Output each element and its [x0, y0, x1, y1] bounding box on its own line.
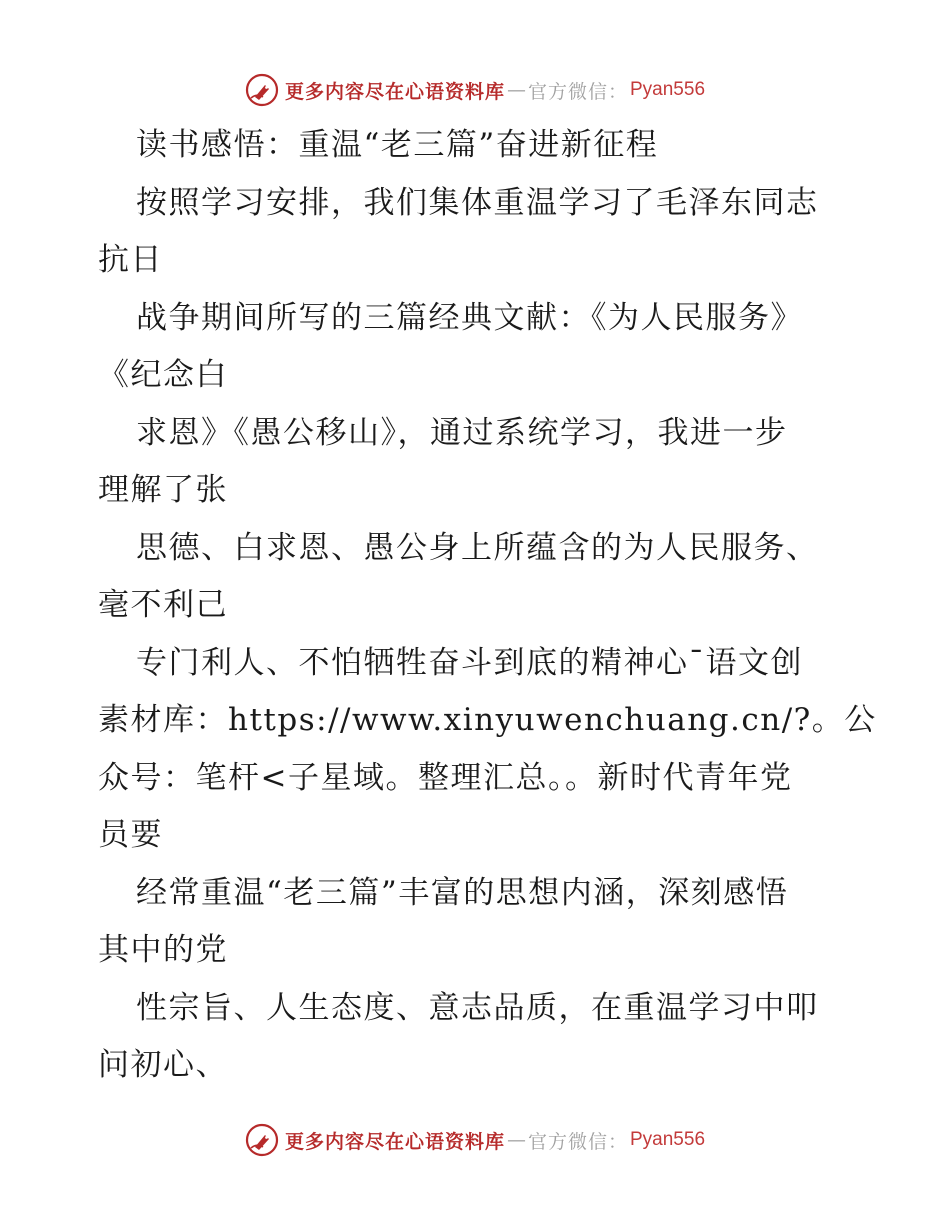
pen-nib-logo-icon	[245, 73, 279, 107]
header-wechat-id: Pyan556	[630, 79, 706, 100]
footer-wechat-label: 官方微信：	[527, 1130, 628, 1153]
paragraph-line: 理解了张	[98, 472, 228, 508]
paragraph-line: 专门利人、不怕牺牲奋斗到底的精神心¯语文创	[136, 644, 803, 681]
header-watermark-banner	[0, 70, 950, 110]
paragraph-line: 求恩》《愚公移山》，通过系统学习，我进一步	[136, 414, 788, 451]
footer-brand-text: 更多内容尽在心语资料库	[284, 1130, 505, 1153]
paragraph-line-url: 素材库：https://www.xinyuwenchuang.cn/?。公	[98, 702, 877, 738]
paragraph-line: 战争期间所写的三篇经典文献：《为人民服务》	[136, 299, 803, 336]
header-wechat-label: 官方微信：	[527, 80, 628, 103]
paragraph-line: 员要	[98, 817, 163, 853]
paragraph-line: 问初心、	[98, 1047, 228, 1083]
header-brand-text: 更多内容尽在心语资料库	[284, 80, 505, 103]
paragraph-line: 抗日	[98, 242, 163, 278]
footer-watermark-banner	[0, 1120, 950, 1160]
paragraph-line: 众号：笔杆<子星域。整理汇总。。新时代青年党	[98, 759, 793, 796]
footer-separator: —	[506, 1129, 526, 1151]
paragraph-line: 毫不利己	[98, 587, 228, 623]
paragraph-line: 经常重温“老三篇”丰富的思想内涵，深刻感悟	[136, 874, 789, 911]
paragraph-line: 《纪念白	[98, 357, 228, 393]
paragraph-line: 按照学习安排，我们集体重温学习了毛泽东同志	[136, 184, 819, 221]
header-separator: —	[506, 79, 526, 101]
paragraph-line: 其中的党	[98, 932, 228, 968]
paragraph-line: 性宗旨、人生态度、意志品质，在重温学习中叩	[136, 989, 819, 1026]
document-body	[98, 117, 877, 1095]
footer-wechat-id: Pyan556	[630, 1129, 706, 1150]
paragraph-line: 思德、白求恩、愚公身上所蕴含的为人民服务、	[136, 529, 819, 566]
pen-nib-logo-icon	[245, 1123, 279, 1157]
document-title: 读书感悟：重温“老三篇”奋进新征程	[136, 127, 659, 163]
